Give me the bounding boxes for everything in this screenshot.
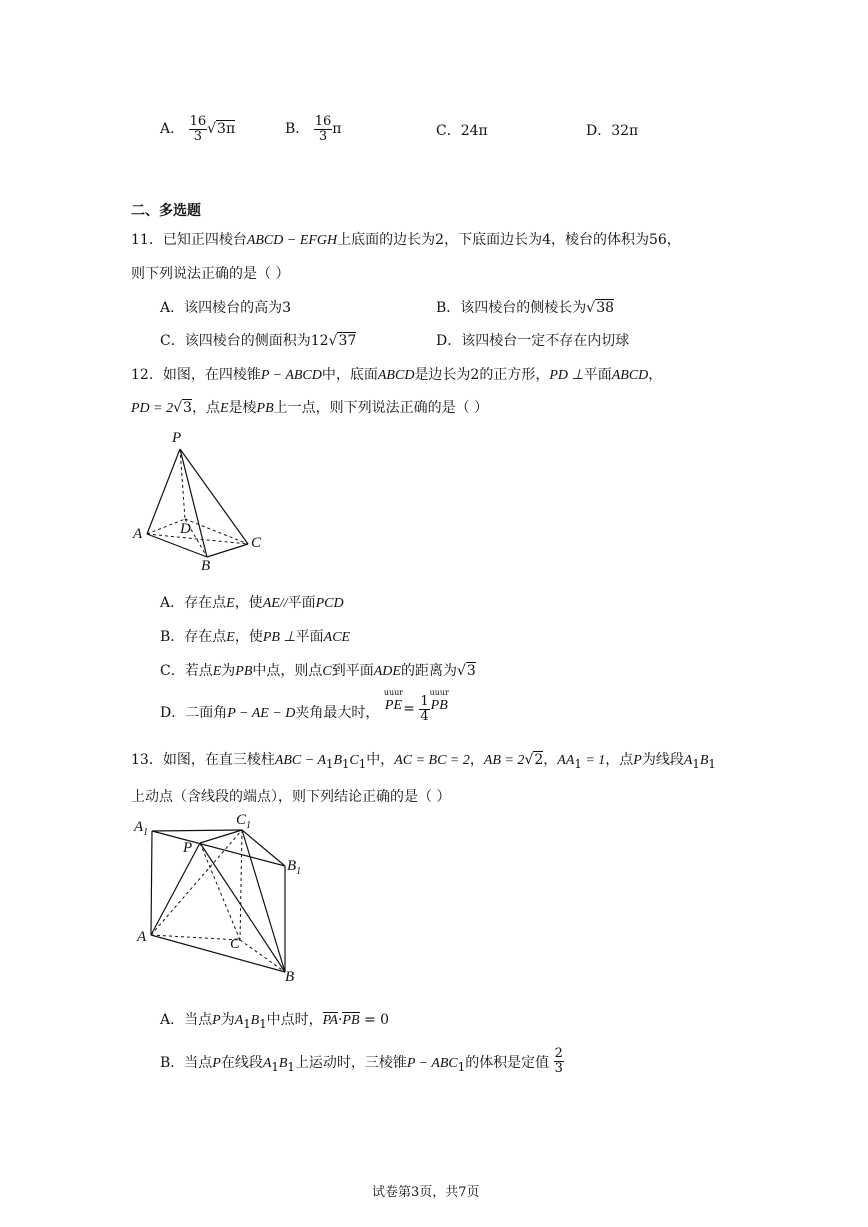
text: 11．已知正四棱台 [131, 232, 247, 248]
math: ABCD [377, 368, 415, 383]
math: A [683, 753, 693, 768]
math: PE [384, 698, 403, 713]
math: PB [430, 698, 448, 713]
text: 上一点，则下列说法正确的是（ ） [273, 400, 489, 416]
math: P − ABC [406, 1056, 458, 1072]
text: 在线段 [220, 1055, 263, 1072]
label: B [287, 858, 297, 874]
math: AA [557, 753, 575, 768]
numerator: 2 [554, 1046, 563, 1061]
text: C．若点 [160, 663, 213, 679]
q11-stem-line2: 则下列说法正确的是（ ） [131, 266, 290, 282]
subscript: 1 [143, 827, 149, 838]
vector-mark: uuur [383, 688, 404, 697]
subscript: 1 [457, 1059, 466, 1074]
edge-cb-hidden [240, 940, 285, 972]
text: D．二面角 [160, 705, 228, 721]
text: 13．如图，在直三棱柱 [131, 752, 275, 768]
option-value: 32π [611, 123, 639, 139]
edge-aa1 [151, 831, 152, 935]
radicand: 38 [596, 300, 615, 316]
text: 为 [221, 663, 236, 679]
vertex-label-a: A [137, 929, 147, 945]
vertex-label-b1 [287, 858, 301, 877]
vertex-label-p: P [172, 430, 182, 446]
edge-cc1-hidden [240, 830, 242, 940]
math: P − AE − D [227, 706, 296, 721]
vertex-label-c: C [251, 535, 262, 551]
text: 平面 [583, 367, 612, 383]
radicand: 3 [183, 400, 192, 416]
vertex-label-d: D [180, 521, 191, 537]
subscript: 1 [326, 756, 334, 771]
q13-stem-line2: 上动点（含线段的端点），则下列结论正确的是（ ） [131, 789, 451, 805]
math: P − ABCD [260, 368, 322, 383]
text: 中点时， [266, 1012, 323, 1028]
subscript: 1 [708, 756, 716, 771]
subscript: 1 [342, 756, 350, 771]
text: 夹角最大时， [295, 705, 380, 721]
math: E [219, 401, 229, 416]
option-value: 24π [460, 123, 488, 139]
vertex-label-b: B [285, 969, 295, 985]
vertex-label-a1 [134, 819, 148, 838]
denominator: 3 [318, 128, 328, 144]
text: B．该四棱台的侧棱长为 [436, 300, 587, 316]
q11-option-d: D．该四棱台一定不存在内切球 [436, 333, 630, 349]
text: A．当点 [160, 1012, 213, 1028]
text: 中， [366, 752, 395, 768]
edge-a1b1 [152, 831, 285, 866]
q13-option-b [160, 1043, 564, 1083]
vector-pb: PB [342, 1013, 360, 1028]
option-label: C． [436, 123, 461, 139]
segment-pc1 [200, 830, 242, 843]
text: 是棱 [228, 400, 257, 416]
math: PD ⊥ [549, 368, 584, 383]
radicand: 37 [338, 333, 357, 349]
text: ，使 [234, 595, 263, 611]
math: P [212, 1013, 221, 1028]
math: ACE [323, 630, 351, 645]
vector-pa: PA [322, 1013, 338, 1028]
text: B．存在点 [160, 629, 227, 645]
subscript: 1 [271, 1059, 279, 1074]
math: B [278, 1056, 288, 1072]
segment-c1b [242, 830, 285, 972]
edge-a1c1 [152, 830, 242, 831]
text: ， [648, 367, 663, 383]
q11-option-c: C．该四棱台的侧面积为12√37 [160, 333, 357, 349]
text: ，点 [191, 400, 220, 416]
page-footer: 试卷第3页，共7页 [372, 1185, 480, 1200]
dot-operator: · [337, 1012, 343, 1028]
text: 的距离为 [400, 663, 457, 679]
option-label: B． [285, 121, 310, 138]
math: P [633, 753, 642, 768]
numerator: 1 [420, 693, 429, 709]
text: C．该四棱台的侧面积为12 [160, 333, 329, 349]
math: E [226, 630, 235, 645]
text: 12．如图，在四棱锥 [131, 367, 261, 383]
text: 上运动时，三棱锥 [294, 1055, 407, 1072]
text: 平面 [287, 595, 316, 611]
text: 为线段 [641, 752, 684, 768]
math: ABCD − EFGH [246, 233, 338, 248]
math: PB [235, 664, 253, 679]
vertex-label-b: B [201, 558, 211, 574]
subscript: 1 [358, 756, 367, 771]
q12-option-c: C．若点E为PB中点，则点C到平面ADE的距离为√3 [160, 663, 476, 679]
radicand: 2 [534, 752, 544, 768]
segment-ac1-hidden [151, 830, 242, 935]
option-label: A． [160, 121, 185, 138]
subscript: 1 [287, 1059, 295, 1074]
math: E [226, 596, 235, 611]
text: ，使 [234, 629, 263, 645]
math: PD = 2 [131, 401, 174, 416]
subscript: 1 [574, 756, 582, 771]
segment-pa [151, 843, 200, 935]
math: PB [256, 401, 274, 416]
math: ABCD [611, 368, 649, 383]
denominator: 3 [554, 1060, 563, 1076]
text: 的体积是定值 [465, 1055, 550, 1072]
text: 为 [220, 1012, 235, 1028]
q12-stem-line2: PD = 2√3，点E是棱PB上一点，则下列说法正确的是（ ） [131, 400, 489, 416]
text: 中点，则点 [252, 663, 323, 679]
math: AE// [262, 596, 288, 611]
math: C [322, 664, 332, 679]
text: 中，底面 [321, 367, 378, 383]
q13-option-a [160, 1009, 389, 1031]
q11-option-a: A．该四棱台的高为3 [160, 300, 292, 316]
math: B [250, 1013, 260, 1028]
equation-rhs: = 0 [359, 1012, 390, 1028]
q11-option-b: B．该四棱台的侧棱长为√38 [436, 300, 615, 316]
vertex-label-c1 [236, 812, 251, 831]
section-title: 二、多选题 [131, 203, 201, 219]
q13-stem-line1: 13．如图，在直三棱柱ABC − $A_1B_1C_1$中，AC = BC = 2，AB = 2√2，$AA_1 = 1$，点P为线段$A_1B_1$ [131, 752, 716, 771]
math: A [234, 1013, 244, 1028]
subscript: 1 [243, 1016, 251, 1031]
option-a: A． $\frac{16}{3}$ √3π [160, 114, 236, 144]
text: 平面 [295, 629, 324, 645]
text: ， [543, 752, 558, 768]
vertex-label-p: P [183, 840, 193, 856]
numerator: 16 [189, 114, 207, 129]
numerator: 16 [314, 114, 332, 129]
subscript: 1 [296, 866, 302, 877]
math: E [212, 664, 222, 679]
segment-pc-hidden [200, 843, 240, 940]
math: C [349, 753, 359, 768]
value-text: 3π [217, 121, 236, 138]
math: PCD [315, 596, 344, 611]
math: = 1 [581, 753, 606, 768]
subscript: 1 [246, 820, 252, 831]
text: B．当点 [160, 1055, 213, 1072]
math: A [262, 1056, 272, 1072]
math: B [333, 753, 342, 768]
label: A [134, 819, 144, 835]
subscript: 1 [259, 1016, 267, 1031]
math: AB = 2 [483, 753, 525, 768]
text: 上底面的边长为2，下底面边长为4，棱台的体积为56， [337, 232, 681, 248]
math: B [699, 753, 709, 768]
denominator: 4 [420, 708, 429, 724]
subscript: 1 [692, 756, 700, 771]
text: ，点 [605, 752, 634, 768]
vertex-label-a: A [133, 526, 143, 542]
text: 是边长为2的正方形， [414, 367, 550, 383]
text: ， [469, 752, 484, 768]
option-label: D． [586, 123, 612, 139]
vertex-label-c: C [230, 936, 241, 952]
text: 到平面 [331, 663, 374, 679]
option-value: π [332, 121, 342, 138]
math: ADE [373, 664, 401, 679]
fraction [554, 1047, 564, 1075]
math: P [212, 1056, 221, 1072]
vector-mark: uuur [429, 688, 449, 697]
math: ABC − A [274, 753, 327, 768]
math: AC = BC = 2 [394, 753, 470, 768]
text: A．存在点 [160, 595, 227, 611]
equals: = [403, 701, 415, 717]
label: C [236, 812, 247, 828]
math: PB ⊥ [262, 630, 296, 645]
radicand: 3 [466, 663, 476, 679]
denominator: 3 [193, 128, 202, 144]
